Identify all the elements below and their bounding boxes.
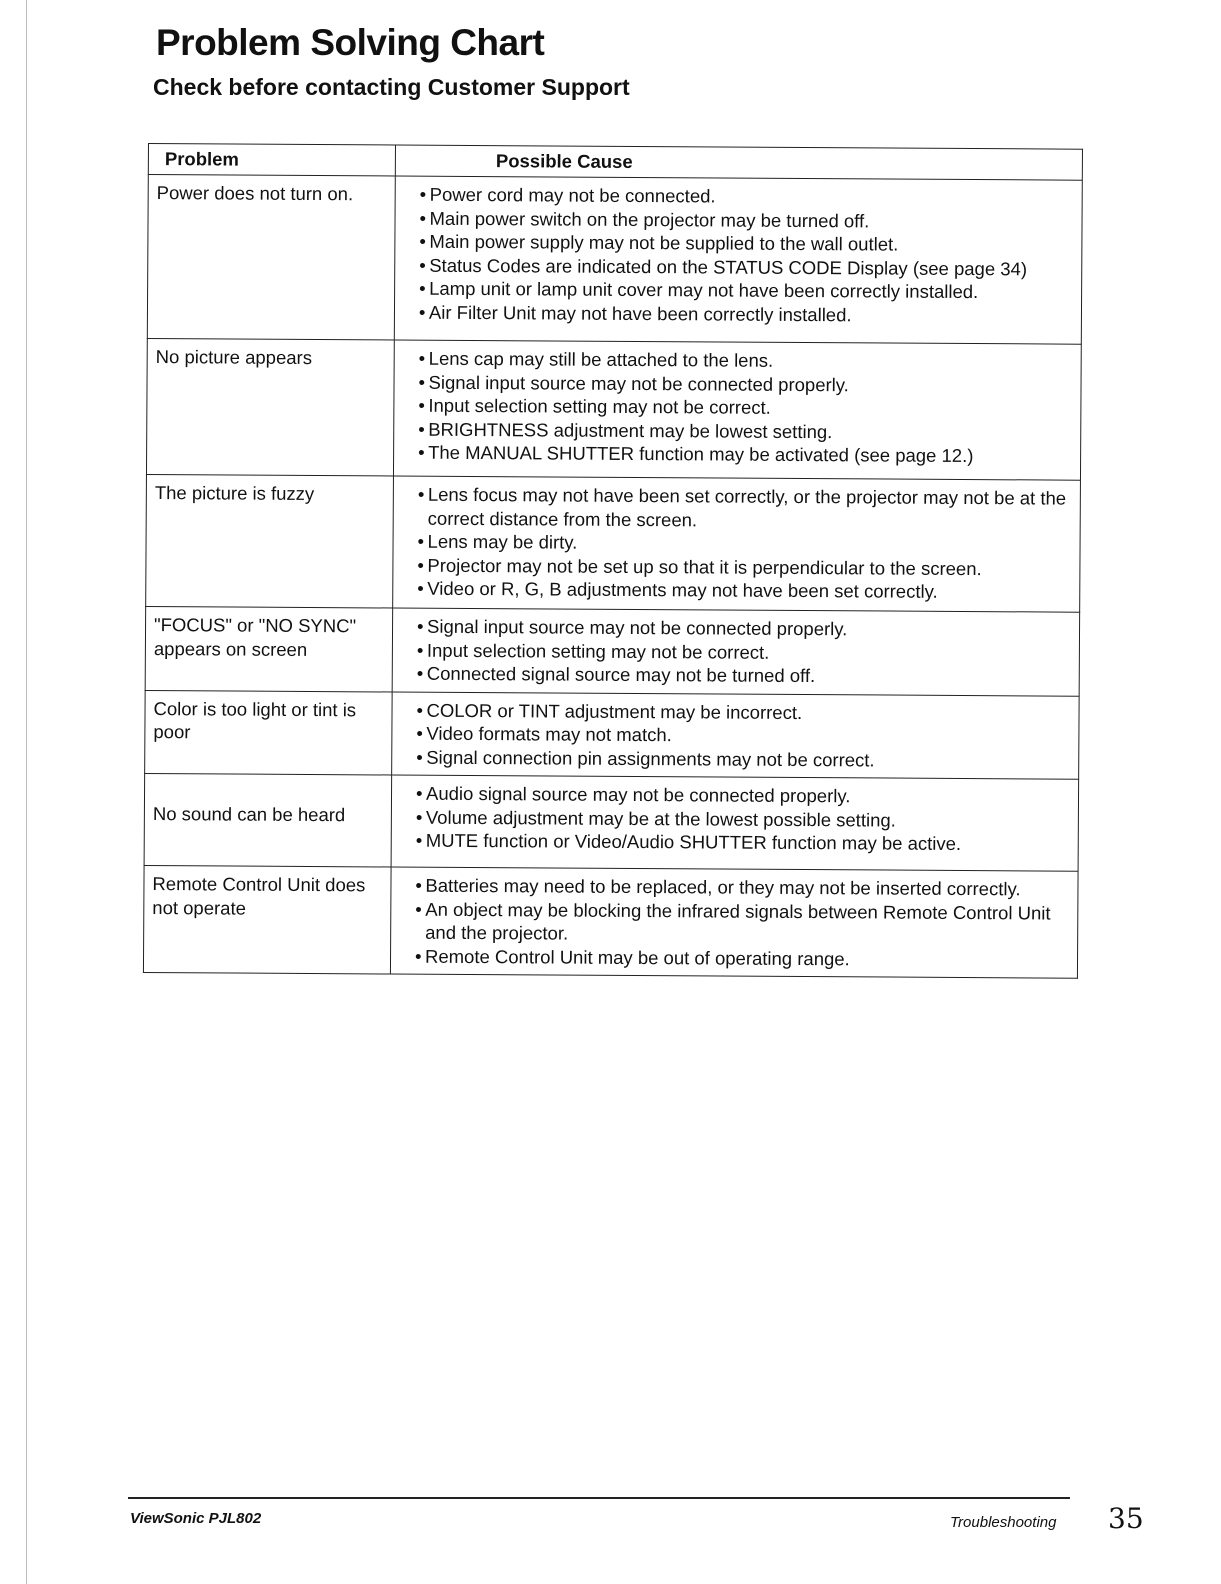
table-row <box>143 865 1078 978</box>
problem-cell: No sound can be heard <box>144 773 392 867</box>
cause-cell <box>392 608 1079 696</box>
cause-list <box>415 874 1070 972</box>
footer-brand: ViewSonic PJL802 <box>130 1510 262 1527</box>
cause-item: • Batteries may need to be replaced, or they may not be inserted correctly. <box>415 874 1069 901</box>
cause-list <box>416 782 1070 856</box>
cause-cell <box>394 176 1082 344</box>
cause-item: • Video or R, G, B adjustments may not have been set correctly. <box>417 577 1071 604</box>
cause-item: • Lamp unit or lamp unit cover may not have been correctly installed. <box>419 277 1073 304</box>
problem-solving-table <box>143 143 1083 979</box>
cause-item: • Power cord may not be connected. <box>420 183 1074 210</box>
column-header-problem: Problem <box>148 144 395 177</box>
cause-item: • Input selection setting may not be correct. <box>417 638 1071 665</box>
cause-item: • Status Codes are indicated on the STATUS CODE Display (see page 34) <box>419 253 1073 280</box>
problem-cell: Power does not turn on. <box>147 175 395 341</box>
problem-cell: No picture appears <box>146 338 394 476</box>
page-margin-line <box>26 0 27 1584</box>
cause-item: • Video formats may not match. <box>416 722 1070 749</box>
cause-cell <box>393 340 1081 480</box>
cause-item: • An object may be blocking the infrared signals between Remote Control Unit and the projector. <box>415 897 1069 948</box>
problem-cell: The picture is fuzzy <box>146 474 394 608</box>
cause-item: • Lens may be dirty. <box>417 530 1071 557</box>
cause-item: • Air Filter Unit may not have been correctly installed. <box>419 300 1073 327</box>
cause-cell <box>391 775 1079 871</box>
table-row <box>144 773 1079 871</box>
table-row <box>146 338 1081 480</box>
table-row <box>147 175 1082 345</box>
table-row <box>146 474 1081 612</box>
cause-list <box>419 183 1074 328</box>
cause-item: • Signal input source may not be connected properly. <box>417 615 1071 642</box>
cause-list <box>417 615 1071 689</box>
cause-list <box>418 347 1073 468</box>
cause-cell <box>393 476 1081 612</box>
cause-cell <box>392 692 1079 780</box>
footer-divider <box>128 1497 1070 1499</box>
footer-section-name: Troubleshooting <box>950 1514 1057 1531</box>
cause-item: • The MANUAL SHUTTER function may be activated (see page 12.) <box>418 441 1072 468</box>
cause-item: • Audio signal source may not be connected properly. <box>416 782 1070 809</box>
problem-cell: Color is too light or tint is poor <box>145 690 393 775</box>
table-row <box>145 690 1079 779</box>
page-number: 35 <box>1108 1502 1144 1535</box>
cause-item: • Main power supply may not be supplied to the wall outlet. <box>419 230 1073 257</box>
cause-item: • Volume adjustment may be at the lowest possible setting. <box>416 805 1070 832</box>
cause-item: • Projector may not be set up so that it is perpendicular to the screen. <box>417 553 1071 580</box>
page-subtitle: Check before contacting Customer Support <box>153 74 630 100</box>
cause-item: • Main power switch on the projector may be turned off. <box>419 206 1073 233</box>
cause-item: • Signal input source may not be connected properly. <box>418 370 1072 397</box>
problem-cell: "FOCUS" or "NO SYNC" appears on screen <box>145 606 393 691</box>
cause-item: • Input selection setting may not be correct. <box>418 394 1072 421</box>
cause-item: • COLOR or TINT adjustment may be incorrect. <box>416 698 1070 725</box>
cause-list <box>416 698 1070 772</box>
cause-item: • Remote Control Unit may be out of operating range. <box>415 944 1069 971</box>
cause-cell <box>390 867 1078 978</box>
cause-item: • BRIGHTNESS adjustment may be lowest setting. <box>418 417 1072 444</box>
cause-item: • Lens focus may not have been set correctly, or the projector may not be at the correct distance from the screen. <box>418 483 1072 534</box>
problem-cell: Remote Control Unit does not operate <box>143 865 391 974</box>
page-title: Problem Solving Chart <box>156 22 545 63</box>
cause-item: • Lens cap may still be attached to the lens. <box>419 347 1073 374</box>
cause-item: • Signal connection pin assignments may not be correct. <box>416 745 1070 772</box>
column-header-possible-cause: Possible Cause <box>395 145 1082 180</box>
table-row <box>145 606 1079 695</box>
cause-item: • Connected signal source may not be turned off. <box>417 662 1071 689</box>
cause-list <box>417 483 1072 604</box>
cause-item: • MUTE function or Video/Audio SHUTTER function may be active. <box>416 829 1070 856</box>
